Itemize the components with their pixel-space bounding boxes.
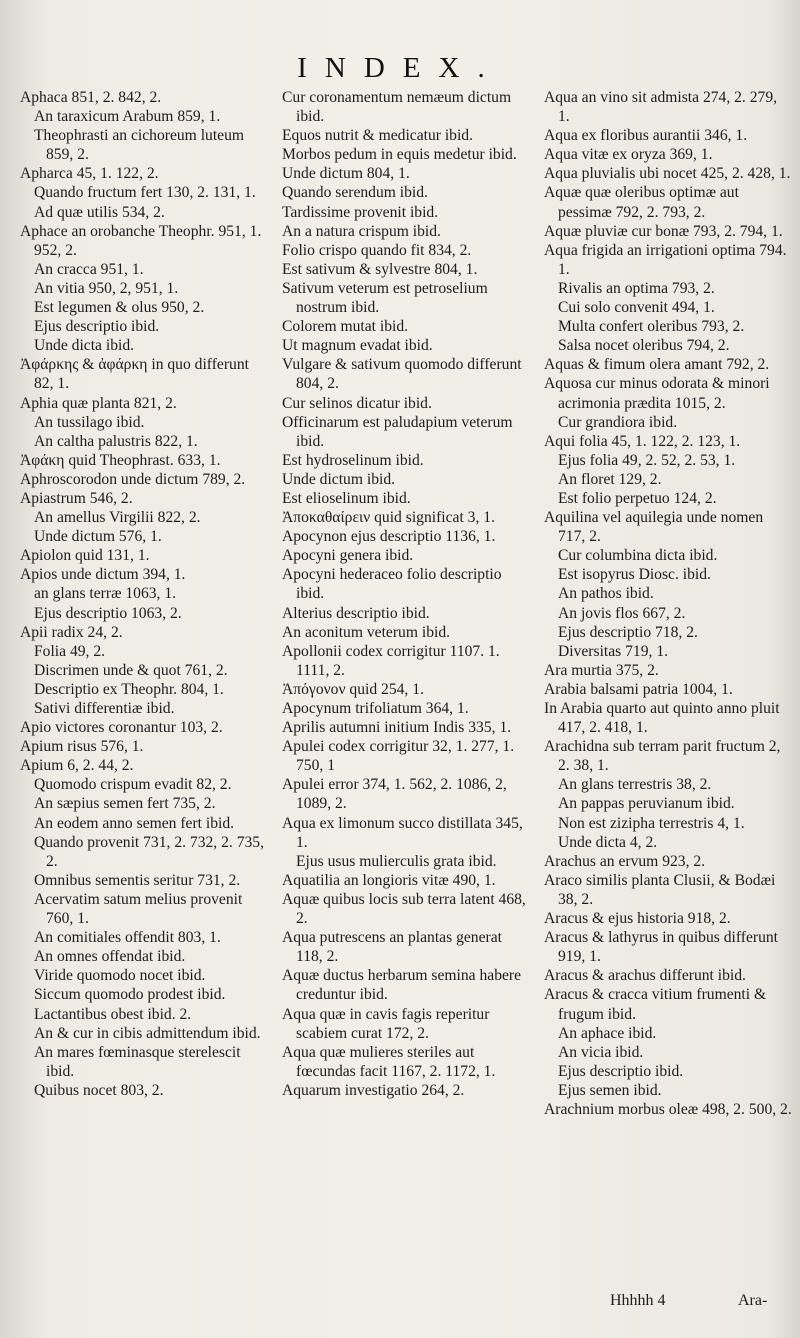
index-entry: An sæpius semen fert 735, 2. xyxy=(34,795,216,813)
index-entry: Unde dictum 804, 1. xyxy=(282,165,410,183)
index-entry: Aqua pluvialis ubi nocet 425, 2. 428, 1. xyxy=(544,165,791,183)
index-entry: Vulgare & sativum quomodo differunt 804, 2. xyxy=(282,356,522,393)
index-entry: Aquæ quæ oleribus optimæ aut pessimæ 792, 2. 793, 2. xyxy=(544,184,739,221)
index-entry: Quomodo crispum evadit 82, 2. xyxy=(34,776,232,794)
index-entry: Est hydroselinum ibid. xyxy=(282,451,424,469)
index-column-right xyxy=(544,88,792,1278)
index-entry: Aqua ex floribus aurantii 346, 1. xyxy=(544,127,748,145)
index-entry: Omnibus sementis seritur 731, 2. xyxy=(34,871,241,889)
index-entry: Discrimen unde & quot 761, 2. xyxy=(34,661,228,679)
index-entry: Aquæ quibus locis sub terra latent 468, 2. xyxy=(282,890,526,928)
signature-mark: Hhhhh 4 xyxy=(610,1292,666,1309)
index-entry: Apulei error 374, 1. 562, 2. 1086, 2, 1089, 2. xyxy=(282,776,507,813)
index-entry: Quando provenit 731, 2. 732, 2. 735, 2. xyxy=(34,833,264,870)
index-entry: Ejus usus mulierculis grata ibid. xyxy=(296,852,497,870)
index-entry: Apii radix 24, 2. xyxy=(20,623,123,641)
index-entry: An & cur in cibis admittendum ibid. xyxy=(34,1024,261,1042)
index-entry: Apiolon quid 131, 1. xyxy=(20,547,150,565)
index-entry: Apollonii codex corrigitur 1107. 1. 1111, 2. xyxy=(282,642,500,679)
index-entry: Unde dicta 4, 2. xyxy=(558,833,658,851)
index-entry: Quando fructum fert 130, 2. 131, 1. xyxy=(34,184,256,202)
index-column-middle xyxy=(282,88,530,1278)
index-entry: Aquosa cur minus odorata & minori acrimonia prædita 1015, 2. xyxy=(544,375,770,412)
index-entry: Colorem mutat ibid. xyxy=(282,318,409,336)
index-entry: Salsa nocet oleribus 794, 2. xyxy=(558,337,730,355)
index-entry: Aphace an orobanche Theophr. 951, 1. 952, 2. xyxy=(20,222,262,259)
index-entry: An cracca 951, 1. xyxy=(34,260,144,278)
index-entry: Arachnium morbus oleæ 498, 2. 500, 2. xyxy=(544,1100,792,1118)
index-entry: Cui solo convenit 494, 1. xyxy=(558,299,715,317)
index-entry: Sativum veterum est petroselium nostrum ibid. xyxy=(282,279,488,317)
index-entry: Apiastrum 546, 2. xyxy=(20,489,133,507)
index-entry: An tussilago ibid. xyxy=(34,413,145,431)
index-entry: Apulei codex corrigitur 32, 1. 277, 1. 750, 1 xyxy=(282,738,515,775)
index-entry: An omnes offendat ibid. xyxy=(34,948,186,966)
index-entry: Siccum quomodo prodest ibid. xyxy=(34,986,226,1004)
index-entry: An floret 129, 2. xyxy=(558,470,662,488)
index-entry: Ejus descriptio ibid. xyxy=(558,1062,684,1080)
index-entry: Aqua putrescens an plantas generat 118, 2. xyxy=(282,929,502,966)
index-entry: Aracus & lathyrus in quibus differunt 919, 1. xyxy=(544,929,779,966)
index-entry: Aquæ ductus herbarum semina habere creduntur ibid. xyxy=(282,967,522,1004)
index-entry: Apocynum trifoliatum 364, 1. xyxy=(282,700,469,717)
index-entry: Ad quæ utilis 534, 2. xyxy=(34,203,165,221)
index-entry: Folia 49, 2. xyxy=(34,642,106,660)
index-entry: Ἀφάρκης & ἀφάρκη in quo differunt 82, 1. xyxy=(20,356,249,393)
index-entry: Ejus descriptio ibid. xyxy=(34,318,160,336)
index-entry: Ἀποκαθαίρειν quid significat 3, 1. xyxy=(282,509,495,527)
index-entry: Ἀφάκη quid Theophrast. 633, 1. xyxy=(20,451,221,469)
index-entry: Apocyni genera ibid. xyxy=(282,547,414,565)
index-entry: Est isopyrus Diosc. ibid. xyxy=(558,566,711,584)
index-entry: an glans terræ 1063, 1. xyxy=(34,585,177,603)
index-entry: Ejus folia 49, 2. 52, 2. 53, 1. xyxy=(558,451,736,469)
index-entry: Apium 6, 2. 44, 2. xyxy=(20,757,134,775)
index-entry: Ejus descriptio 1063, 2. xyxy=(34,604,182,622)
index-entry: Aqua vitæ ex oryza 369, 1. xyxy=(544,146,713,164)
index-entry: Apium risus 576, 1. xyxy=(20,738,144,756)
index-entry: Aphroscorodon unde dictum 789, 2. xyxy=(20,470,246,488)
index-entry: Ejus descriptio 718, 2. xyxy=(558,623,698,641)
index-entry: Arabia balsami patria 1004, 1. xyxy=(544,680,733,698)
index-entry: An eodem anno semen fert ibid. xyxy=(34,814,235,832)
index-entry: Quando serendum ibid. xyxy=(282,184,428,202)
index-entry: Aqua frigida an irrigationi optima 794. 1. xyxy=(544,241,787,278)
index-entry: Cur columbina dicta ibid. xyxy=(558,547,718,565)
index-entry: Est sativum & sylvestre 804, 1. xyxy=(282,260,478,278)
index-entry: An amellus Virgilii 822, 2. xyxy=(34,509,201,527)
index-entry: Descriptio ex Theophr. 804, 1. xyxy=(34,680,224,698)
index-entry: Quibus nocet 803, 2. xyxy=(34,1081,164,1099)
index-entry: Apocyni hederaceo folio descriptio ibid. xyxy=(282,566,502,603)
index-entry: An glans terrestris 38, 2. xyxy=(558,776,712,794)
index-entry: Acervatim satum melius provenit 760, 1. xyxy=(34,890,243,928)
index-entry: Aphia quæ planta 821, 2. xyxy=(20,394,177,412)
index-entry: Aracus & arachus differunt ibid. xyxy=(544,967,746,985)
index-entry: Apio victores coronantur 103, 2. xyxy=(20,719,223,737)
index-entry: Officinarum est paludapium veterum ibid. xyxy=(282,413,513,450)
index-entry: Morbos pedum in equis medetur ibid. xyxy=(282,146,517,164)
index-entry: Aphaca 851, 2. 842, 2. xyxy=(20,89,162,106)
index-entry: Aqua quæ mulieres steriles aut fœcundas facit 1167, 2. 1172, 1. xyxy=(282,1043,496,1080)
index-entry: Alterius descriptio ibid. xyxy=(282,604,430,622)
index-entry: Arachus an ervum 923, 2. xyxy=(544,852,706,870)
index-entry: Aquarum investigatio 264, 2. xyxy=(282,1081,465,1099)
index-entry: Diversitas 719, 1. xyxy=(558,642,669,660)
index-entry: Ut magnum evadat ibid. xyxy=(282,337,433,355)
index-entry: Ἀπόγονον quid 254, 1. xyxy=(282,680,424,698)
index-entry: An mares fœminasque sterelescit ibid. xyxy=(34,1043,241,1080)
index-entry: Arachidna sub terram parit fructum 2, 2. 38, 1. xyxy=(544,738,781,775)
index-column-left xyxy=(20,88,268,1278)
index-entry: An a natura crispum ibid. xyxy=(282,222,441,240)
index-entry: An comitiales offendit 803, 1. xyxy=(34,929,221,947)
catchword: Ara- xyxy=(738,1292,768,1309)
index-entry: Aqui folia 45, 1. 122, 2. 123, 1. xyxy=(544,432,741,450)
index-entry: Unde dictum 576, 1. xyxy=(34,528,162,546)
index-entry: Non est zizipha terrestris 4, 1. xyxy=(558,814,745,832)
index-entry: Tardissime provenit ibid. xyxy=(282,203,439,221)
index-entry: Aquæ pluviæ cur bonæ 793, 2. 794, 1. xyxy=(544,222,783,240)
index-entry: An caltha palustris 822, 1. xyxy=(34,432,198,450)
index-entry: Ara murtia 375, 2. xyxy=(544,661,659,679)
index-entry: Aqua an vino sit admista 274, 2. 279, 1. xyxy=(544,89,778,126)
index-entry: In Arabia quarto aut quinto anno pluit 417, 2. 418, 1. xyxy=(544,700,780,737)
page-title: INDEX. xyxy=(297,52,503,84)
index-entry: Unde dicta ibid. xyxy=(34,337,135,355)
index-entry: Ejus semen ibid. xyxy=(558,1081,662,1099)
index-entry: Apharca 45, 1. 122, 2. xyxy=(20,165,159,183)
index-entry: Cur grandiora ibid. xyxy=(558,413,678,431)
index-entry: Est folio perpetuo 124, 2. xyxy=(558,489,717,507)
index-entry: Aqua ex limonum succo distillata 345, 1. xyxy=(282,814,523,851)
index-entry: Apios unde dictum 394, 1. xyxy=(20,566,186,584)
index-entry: Sativi differentiæ ibid. xyxy=(34,700,175,717)
index-entry: Folio crispo quando fit 834, 2. xyxy=(282,241,472,259)
index-entry: An aconitum veterum ibid. xyxy=(282,623,451,641)
index-entry: An vitia 950, 2, 951, 1. xyxy=(34,279,179,297)
index-entry: An taraxicum Arabum 859, 1. xyxy=(34,108,221,126)
index-entry: Viride quomodo nocet ibid. xyxy=(34,967,206,985)
index-entry: Araco similis planta Clusii, & Bodæi 38, 2. xyxy=(544,871,776,908)
index-entry: Aquatilia an longioris vitæ 490, 1. xyxy=(282,871,496,889)
index-entry: Cur coronamentum nemæum dictum ibid. xyxy=(282,89,512,126)
index-entry: Aquilina vel aquilegia unde nomen 717, 2. xyxy=(544,509,764,546)
index-entry: An vicia ibid. xyxy=(558,1043,644,1061)
index-entry: An pathos ibid. xyxy=(558,585,654,603)
index-entry: Est legumen & olus 950, 2. xyxy=(34,299,205,317)
index-entry: Equos nutrit & medicatur ibid. xyxy=(282,127,473,145)
index-entry: An aphace ibid. xyxy=(558,1024,657,1042)
index-entry: Est elioselinum ibid. xyxy=(282,489,411,507)
index-entry: Rivalis an optima 793, 2. xyxy=(558,279,715,297)
index-entry: Aprilis autumni initium Indis 335, 1. xyxy=(282,719,512,737)
index-entry: Unde dictum ibid. xyxy=(282,470,396,488)
index-entry: Lactantibus obest ibid. 2. xyxy=(34,1005,192,1023)
index-entry: Aquas & fimum olera amant 792, 2. xyxy=(544,356,770,374)
index-entry: An jovis flos 667, 2. xyxy=(558,604,686,622)
index-columns xyxy=(20,88,792,1278)
index-entry: An pappas peruvianum ibid. xyxy=(558,795,735,813)
index-entry: Aqua quæ in cavis fagis reperitur scabiem curat 172, 2. xyxy=(282,1005,490,1042)
index-entry: Cur selinos dicatur ibid. xyxy=(282,394,432,412)
index-entry: Aracus & ejus historia 918, 2. xyxy=(544,910,731,928)
index-entry: Multa confert oleribus 793, 2. xyxy=(558,318,745,336)
index-entry: Theophrasti an cichoreum luteum 859, 2. xyxy=(34,127,245,164)
index-entry: Apocynon ejus descriptio 1136, 1. xyxy=(282,528,496,546)
index-entry: Aracus & cracca vitium frumenti & frugum ibid. xyxy=(544,986,767,1023)
